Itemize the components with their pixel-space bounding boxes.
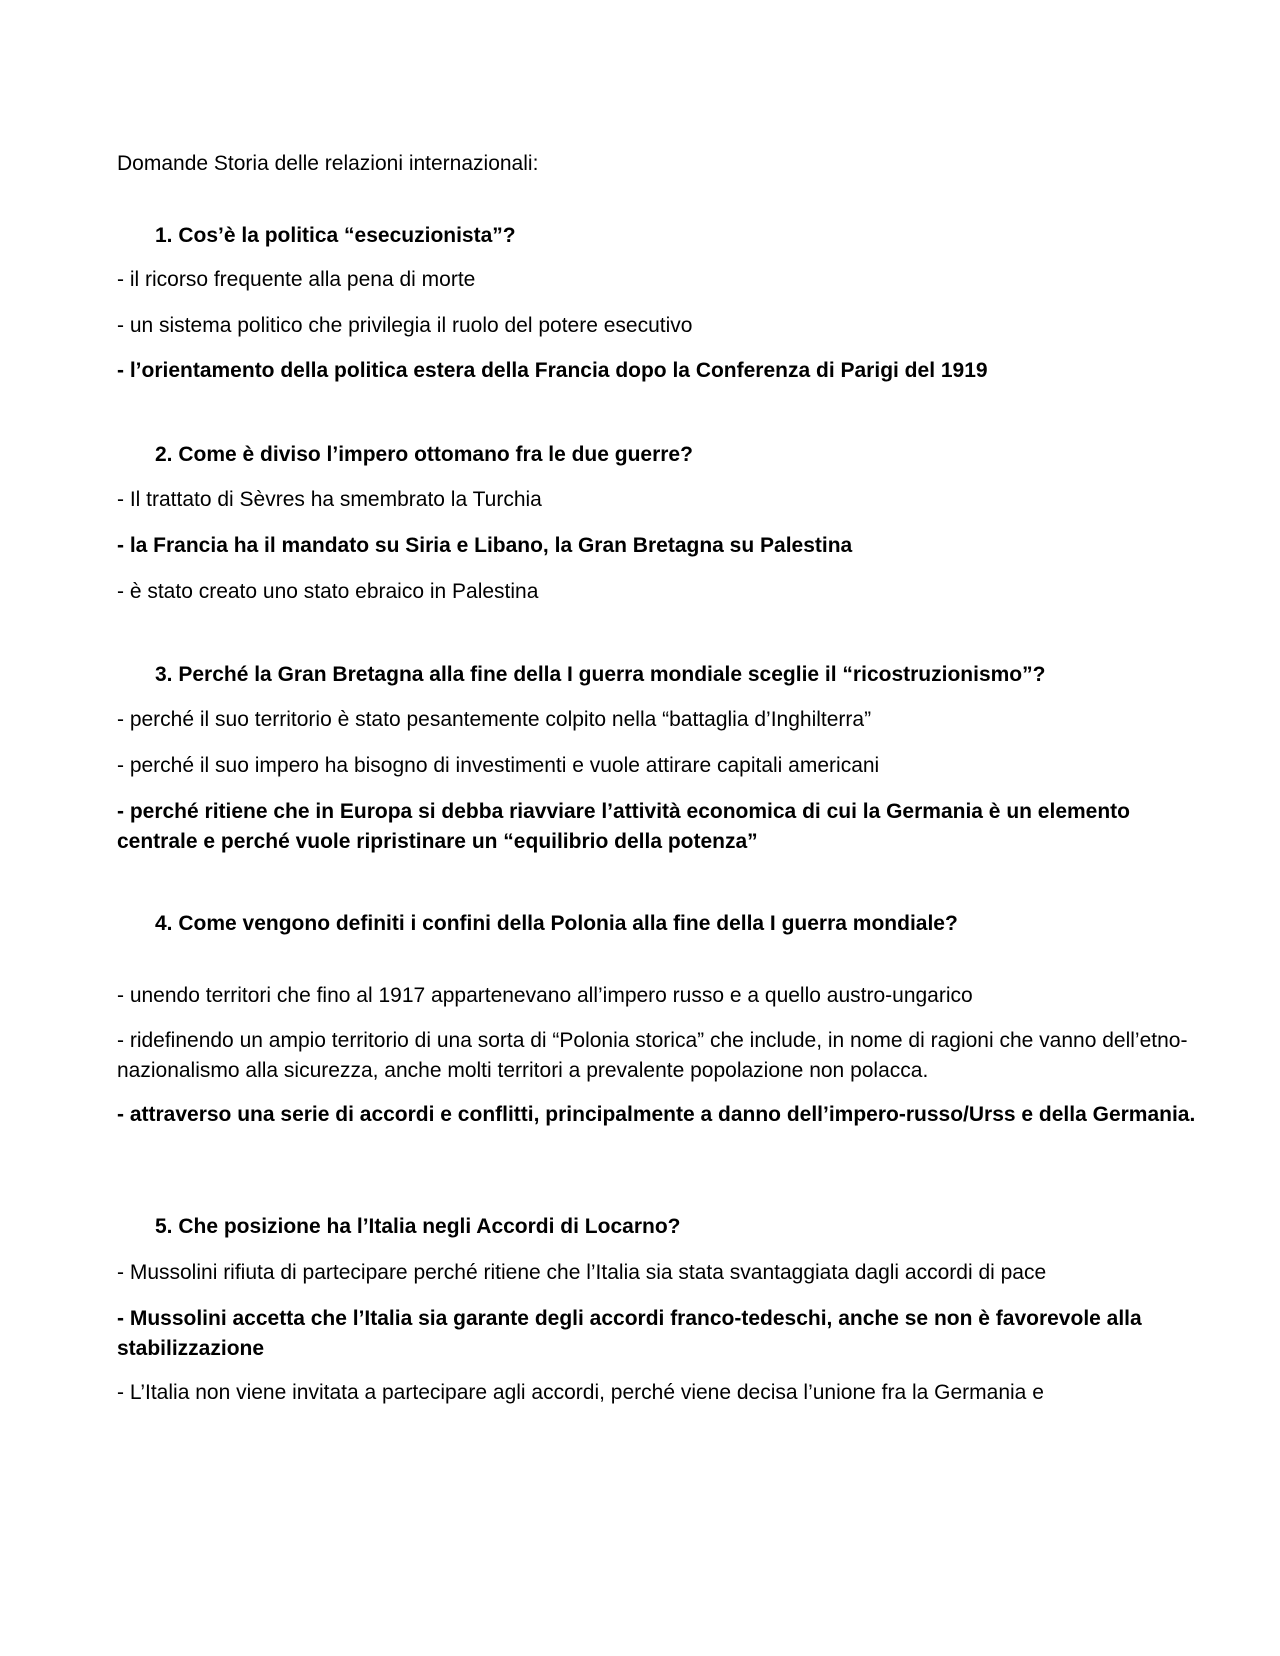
q4-option-1: - unendo territori che fino al 1917 appartenevano all’impero russo e a quello austro-ungarico [117, 984, 973, 1007]
document-title: Domande Storia delle relazioni internazionali: [117, 152, 539, 175]
q2-option-3: - è stato creato uno stato ebraico in Palestina [117, 580, 539, 603]
question-5: 5. Che posizione ha l’Italia negli Accordi di Locarno? [155, 1215, 681, 1238]
q1-option-3-correct: - l’orientamento della politica estera della Francia dopo la Conferenza di Parigi del 1919 [117, 359, 988, 382]
question-2: 2. Come è diviso l’impero ottomano fra le due guerre? [155, 443, 693, 466]
q5-option-2-correct: - Mussolini accetta che l’Italia sia garante degli accordi franco-tedeschi, anche se non è favorevole alla stabilizzazione [117, 1307, 1142, 1360]
question-4: 4. Come vengono definiti i confini della Polonia alla fine della I guerra mondiale? [155, 912, 958, 935]
q5-option-3: - L’Italia non viene invitata a partecipare agli accordi, perché viene decisa l’unione fra la Germania e [117, 1381, 1044, 1404]
question-3: 3. Perché la Gran Bretagna alla fine della I guerra mondiale sceglie il “ricostruzionismo”? [155, 663, 1046, 686]
q3-option-2: - perché il suo impero ha bisogno di investimenti e vuole attirare capitali americani [117, 754, 880, 777]
q3-option-1: - perché il suo territorio è stato pesantemente colpito nella “battaglia d’Inghilterra” [117, 708, 872, 731]
q5-option-1: - Mussolini rifiuta di partecipare perché ritiene che l’Italia sia stata svantaggiata dagli accordi di pace [117, 1261, 1047, 1284]
q1-option-1: - il ricorso frequente alla pena di morte [117, 268, 476, 291]
q3-option-3-correct: - perché ritiene che in Europa si debba riavviare l’attività economica di cui la Germania è un elemento centrale e perché vuole ripristinare un “equilibrio della potenza” [117, 800, 1131, 853]
q2-option-1: - Il trattato di Sèvres ha smembrato la Turchia [117, 488, 542, 511]
question-1: 1. Cos’è la politica “esecuzionista”? [155, 224, 516, 247]
q4-option-2: - ridefinendo un ampio territorio di una sorta di “Polonia storica” che include, in nome di ragioni che vanno dell’etno-nazionalismo alla sicurezza, anche molti territori a prevalente popolazione non polacca. [117, 1029, 1188, 1082]
q1-option-2: - un sistema politico che privilegia il ruolo del potere esecutivo [117, 314, 693, 337]
q4-option-3-correct: - attraverso una serie di accordi e conflitti, principalmente a danno dell’impero-russo/Urss e della Germania. [117, 1103, 1196, 1126]
q2-option-2-correct: - la Francia ha il mandato su Siria e Libano, la Gran Bretagna su Palestina [117, 534, 853, 557]
